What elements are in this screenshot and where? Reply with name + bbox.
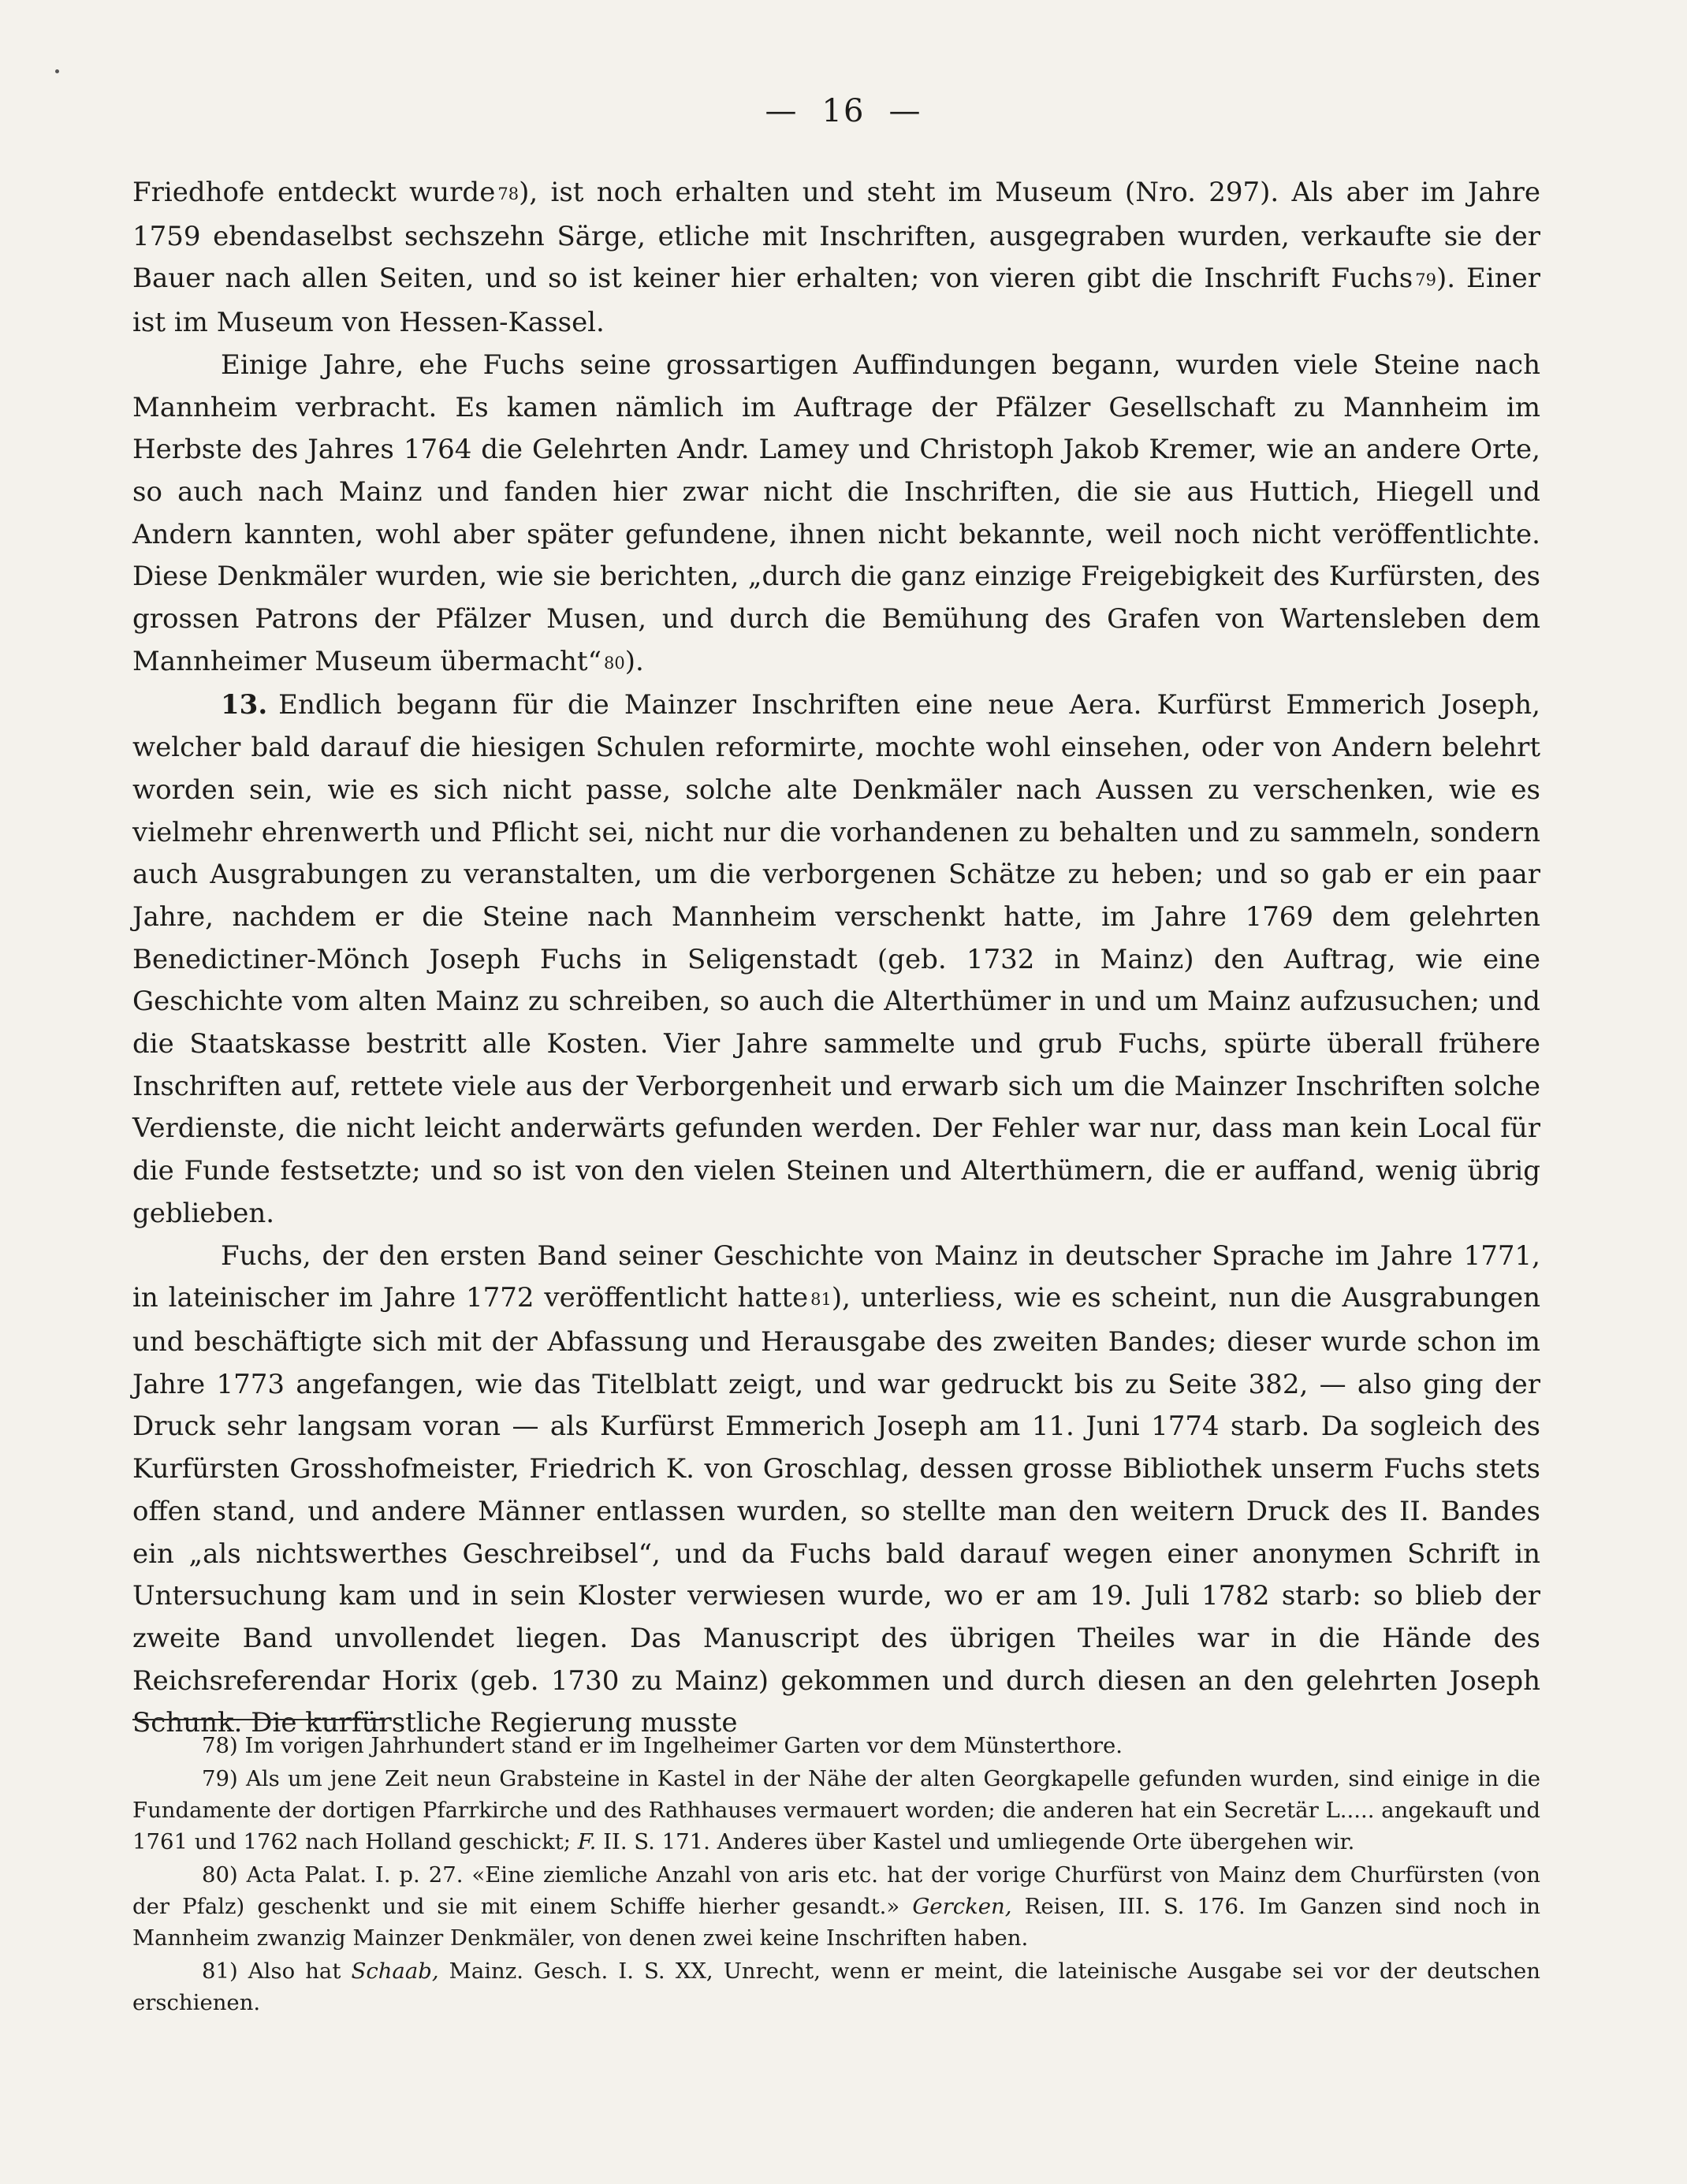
footnote-ref-81: 81 (810, 1290, 832, 1310)
paragraph-4 (132, 1235, 1540, 1745)
footnote-78 (132, 1730, 1540, 1761)
footnotes (132, 1730, 1540, 2020)
italic-text: Schaab, (351, 1959, 439, 1984)
text-run: 80) Acta Palat. I. p. 27. «Eine ziemliche Anzahl von aris etc. hat der vorige Churfürst von Mainz dem Churfürsten (von der Pfalz) geschenkt und sie mit einem Schiffe hierher gesandt.» (132, 1862, 1540, 1919)
paragraph-2 (132, 345, 1540, 685)
footnote-ref-78: 78 (497, 184, 520, 203)
text-run: 81) Also hat (202, 1959, 341, 1984)
footnote-79 (132, 1763, 1540, 1858)
footnote-divider (132, 1719, 385, 1720)
footnote-ref-79: 79 (1415, 270, 1436, 290)
text-run: Endlich begann für die Mainzer Inschriften eine neue Aera. Kurfürst Emmerich Joseph, welcher bald darauf die hiesigen Schulen reformirte, mochte wohl einsehen, oder von Andern belehrt worden sein, wie es sich nicht passe, solche alte Denkmäler nach Aussen zu verschenken, wie es vielmehr ehrenwerth und Pflicht sei, nicht nur die vorhandenen zu behalten und zu sammeln, sondern auch Ausgrabungen zu veranstalten, um die verborgenen Schätze zu heben; und so gab er ein paar Jahre, nachdem er die Steine nach Mannheim verschenkt hatte, im Jahre 1769 dem gelehrten Benedictiner-Mönch Joseph Fuchs in Seligenstadt (geb. 1732 in Mainz) den Auftrag, wie eine Geschichte vom alten Mainz zu schreiben, so auch die Alterthümer in und um Mainz aufzusuchen; und die Staatskasse bestritt alle Kosten. Vier Jahre sammelte und grub Fuchs, spürte überall frühere Inschriften auf, rettete viele aus der Verborgenheit und erwarb sich um die Mainzer Inschriften solche Verdienste, die nicht leicht anderwärts gefunden werden. Der Fehler war nur, dass man kein Local für die Funde festsetzte; und so ist von den vielen Steinen und Alterthümern, die er auffand, wenig übrig geblieben. (132, 689, 1540, 1229)
text-run: Friedhofe entdeckt wurde (132, 177, 496, 208)
text-run: ), unterliess, wie es scheint, nun die Ausgrabungen und beschäftigte sich mit der Abfassung und Herausgabe des zweiten Bandes; dieser wurde schon im Jahre 1773 angefangen, wie das Titelblatt zeigt, und war gedruckt bis zu Seite 382, — also ging der Druck sehr langsam voran — als Kurfürst Emmerich Joseph am 11. Juni 1774 starb. Da sogleich des Kurfürsten Grosshofmeister, Friedrich K. von Groschlag, dessen grosse Bibliothek unserm Fuchs stets offen stand, und andere Männer entlassen wurden, so stellte man den weitern Druck des II. Bandes ein „als nichtswerthes Geschreibsel“, und da Fuchs bald darauf wegen einer anonymen Schrift in Untersuchung kam und in sein Kloster verwiesen wurde, wo er am 19. Juli 1782 starb: so blieb der zweite Band unvollendet liegen. Das Manuscript des übrigen Theiles war in die Hände des Reichsreferendar Horix (geb. 1730 zu Mainz) gekommen und durch diesen an den gelehrten Joseph Schunk. Die kurfürstliche Regierung musste (132, 1282, 1541, 1739)
italic-text: Gercken, (912, 1894, 1012, 1919)
paragraph-1 (132, 172, 1540, 345)
italic-text: F. (577, 1829, 597, 1854)
text-run: ). Einer ist im Museum von Hessen-Kassel. (132, 263, 1540, 339)
footnote-80 (132, 1859, 1540, 1954)
footnote-81 (132, 1955, 1540, 2018)
text-run: 78) Im vorigen Jahrhundert stand er im Ingelheimer Garten vor dem Münsterthore. (202, 1733, 1123, 1758)
paragraph-section-13 (132, 684, 1540, 1235)
text-run: 79) Als um jene Zeit neun Grabsteine in Kastel in der Nähe der alten Georgkapelle gefunden wurden, sind einige in die Fundamente der dortigen Pfarrkirche und des Rathhauses vermauert worden; die anderen hat ein Secretär L..... angekauft und 1761 und 1762 nach Holland geschickt; (132, 1766, 1540, 1854)
paper-speck (55, 69, 59, 73)
text-run: Fuchs, der den ersten Band seiner Geschichte von Mainz in deutscher Sprache im Jahre 1771, in lateinischer im Jahre 1772 veröffentlicht hatte (132, 1239, 1540, 1314)
text-run: Mainz. Gesch. I. S. XX, Unrecht, wenn er meint, die lateinische Ausgabe sei vor der deutschen erschienen. (132, 1959, 1540, 2015)
main-text (132, 172, 1540, 1745)
text-run: ), ist noch erhalten und steht im Museum (Nro. 297). Als aber im Jahre 1759 ebendaselbst sechszehn Särge, etliche mit Inschriften, ausgegraben wurden, verkaufte sie der Bauer nach allen Seiten, und so ist keiner hier erhalten; von vieren gibt die Inschrift Fuchs (132, 177, 1540, 295)
text-run: Reisen, III. S. 176. Im Ganzen sind noch in Mannheim zwanzig Mainzer Denkmäler, von denen zwei keine Inschriften haben. (132, 1894, 1540, 1951)
page-number (0, 93, 1687, 129)
dash-left: — (765, 93, 799, 129)
footnote-ref-80: 80 (603, 653, 625, 673)
section-number: 13. (221, 689, 268, 721)
text-run: Einige Jahre, ehe Fuchs seine grossartigen Auffindungen begann, wurden viele Steine nach Mannheim verbracht. Es kamen nämlich im Auftrage der Pfälzer Gesellschaft zu Mannheim im Herbste des Jahres 1764 die Gelehrten Andr. Lamey und Christoph Jakob Kremer, wie an andere Orte, so auch nach Mainz und fanden hier zwar nicht die Inschriften, die sie aus Huttich, Hiegell und Andern kannten, wohl aber später gefundene, ihnen nicht bekannte, weil noch nicht veröffentlichte. Diese Denkmäler wurden, wie sie berichten, „durch die ganz einzige Freigebigkeit des Kurfürsten, des grossen Patrons der Pfälzer Musen, und durch die Bemühung des Grafen von Wartensleben dem Mannheimer Museum übermacht“ (132, 348, 1540, 677)
dash-right: — (888, 93, 922, 129)
text-run: II. S. 171. Anderes über Kastel und umliegende Orte übergehen wir. (603, 1829, 1355, 1854)
page-number-value: 16 (821, 93, 866, 129)
text-run: ). (624, 645, 644, 677)
